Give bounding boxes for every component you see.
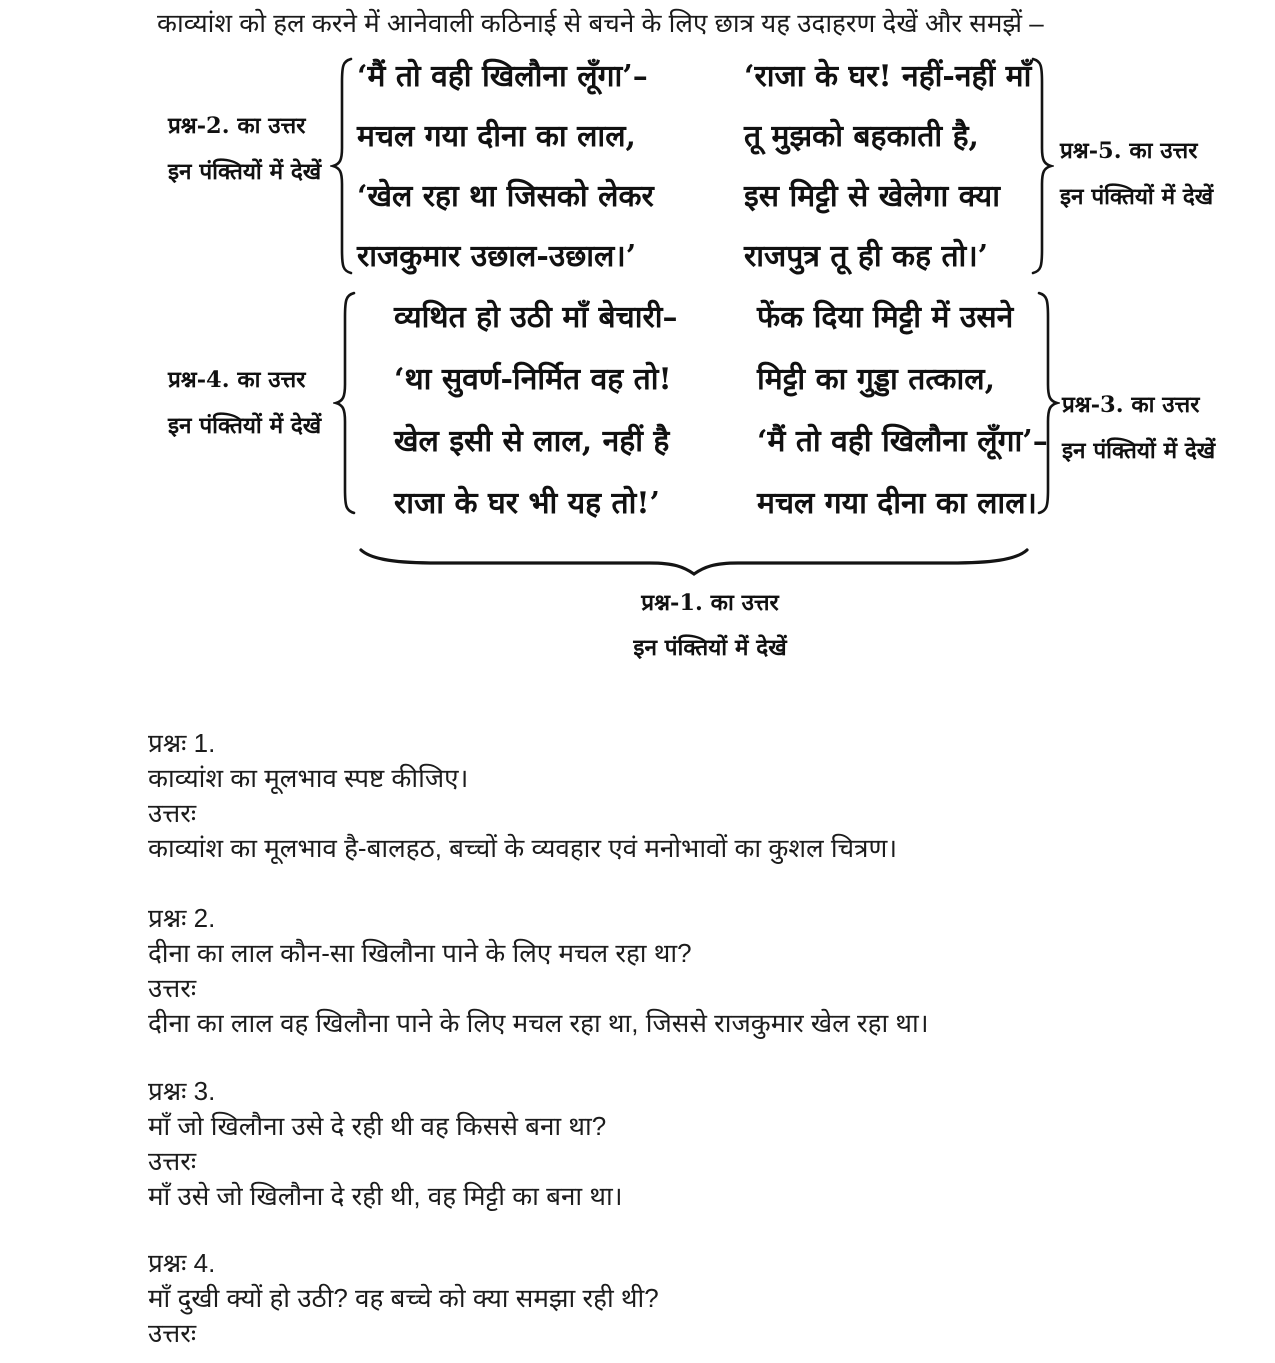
verse-line: मचल गया दीना का लाल।	[757, 486, 1037, 521]
verse-line: तू मुझको बहकाती है,	[744, 119, 979, 154]
verse-line: ‘मैं तो वही खिलौना लूँगा’–	[757, 424, 1048, 459]
verse-block-top-left	[357, 47, 654, 287]
answer-label: उत्तरः	[148, 1318, 197, 1348]
label-line: इन पंक्तियों में देखें	[633, 635, 787, 661]
answer-label: उत्तरः	[148, 798, 197, 828]
verse-line: मचल गया दीना का लाल,	[357, 119, 636, 154]
question-label: प्रश्नः 3.	[148, 1076, 216, 1106]
right-brace-icon	[1028, 56, 1054, 276]
answer-label: उत्तरः	[148, 973, 197, 1003]
answer-map-diagram	[0, 0, 1275, 680]
answer-text: माँ उसे जो खिलौना दे रही थी, वह मिट्टी का बना था।	[148, 1181, 623, 1211]
label-question-3	[1062, 382, 1215, 474]
intro-text: काव्यांश को हल करने में आनेवाली कठिनाई से बचने के लिए छात्र यह उदाहरण देखें और समझें –	[157, 8, 1044, 38]
answer-label: उत्तरः	[148, 1146, 197, 1176]
label-line: प्रश्न-5. का उत्तर	[1060, 138, 1198, 164]
verse-line: ‘था सुवर्ण-निर्मित वह तो!	[394, 362, 672, 397]
question-label: प्रश्नः 4.	[148, 1248, 216, 1278]
label-line: इन पंक्तियों में देखें	[1062, 438, 1216, 464]
question-text: दीना का लाल कौन-सा खिलौना पाने के लिए मचल रहा था?	[148, 938, 692, 968]
verse-line: व्यथित हो उठी माँ बेचारी–	[394, 300, 678, 335]
label-question-1	[495, 581, 925, 671]
verse-line: राजा के घर भी यह तो!’	[394, 486, 661, 521]
right-brace-icon	[1034, 290, 1060, 516]
verse-block-bottom-right	[757, 287, 1048, 535]
qa-block-3	[148, 1074, 1188, 1214]
answer-text: दीना का लाल वह खिलौना पाने के लिए मचल रहा था, जिससे राजकुमार खेल रहा था।	[148, 1008, 929, 1038]
question-text: माँ जो खिलौना उसे दे रही थी वह किससे बना था?	[148, 1111, 607, 1141]
verse-line: मिट्टी का गुड्डा तत्काल,	[757, 362, 996, 397]
label-line: प्रश्न-2. का उत्तर	[168, 113, 306, 139]
label-line: इन पंक्तियों में देखें	[168, 159, 322, 185]
verse-line: ‘मैं तो वही खिलौना लूँगा’–	[357, 59, 648, 94]
qa-block-1	[148, 726, 1188, 866]
label-question-4	[168, 357, 321, 449]
verse-line: ‘राजा के घर! नहीं-नहीं माँ	[744, 59, 1032, 94]
verse-line: राजपुत्र तू ही कह तो।’	[744, 239, 989, 274]
verse-line: फेंक दिया मिट्टी में उसने	[757, 300, 1014, 335]
label-line: प्रश्न-3. का उत्तर	[1062, 392, 1200, 418]
qa-block-2	[148, 901, 1188, 1041]
bottom-brace-icon	[358, 544, 1030, 578]
verse-line: इस मिट्टी से खेलेगा क्या	[744, 179, 1000, 214]
question-label: प्रश्नः 1.	[148, 728, 216, 758]
verse-line: खेल इसी से लाल, नहीं है	[394, 424, 670, 459]
question-text: माँ दुखी क्यों हो उठी? वह बच्चे को क्या समझा रही थी?	[148, 1283, 659, 1313]
qa-block-4	[148, 1246, 1188, 1351]
label-line: प्रश्न-4. का उत्तर	[168, 367, 306, 393]
label-question-2	[168, 103, 321, 195]
verse-line: राजकुमार उछाल-उछाल।’	[357, 239, 637, 274]
verse-block-bottom-left	[394, 287, 678, 535]
label-line: प्रश्न-1. का उत्तर	[641, 590, 779, 616]
label-line: इन पंक्तियों में देखें	[168, 413, 322, 439]
verse-line: ‘खेल रहा था जिसको लेकर	[357, 179, 654, 214]
question-text: काव्यांश का मूलभाव स्पष्ट कीजिए।	[148, 763, 469, 793]
left-brace-icon	[333, 290, 359, 516]
left-brace-icon	[330, 56, 356, 276]
label-line: इन पंक्तियों में देखें	[1060, 184, 1214, 210]
question-label: प्रश्नः 2.	[148, 903, 216, 933]
answer-text: काव्यांश का मूलभाव है-बालहठ, बच्चों के व्यवहार एवं मनोभावों का कुशल चित्रण।	[148, 833, 898, 863]
label-question-5	[1060, 128, 1213, 220]
verse-block-top-right	[744, 47, 1031, 287]
